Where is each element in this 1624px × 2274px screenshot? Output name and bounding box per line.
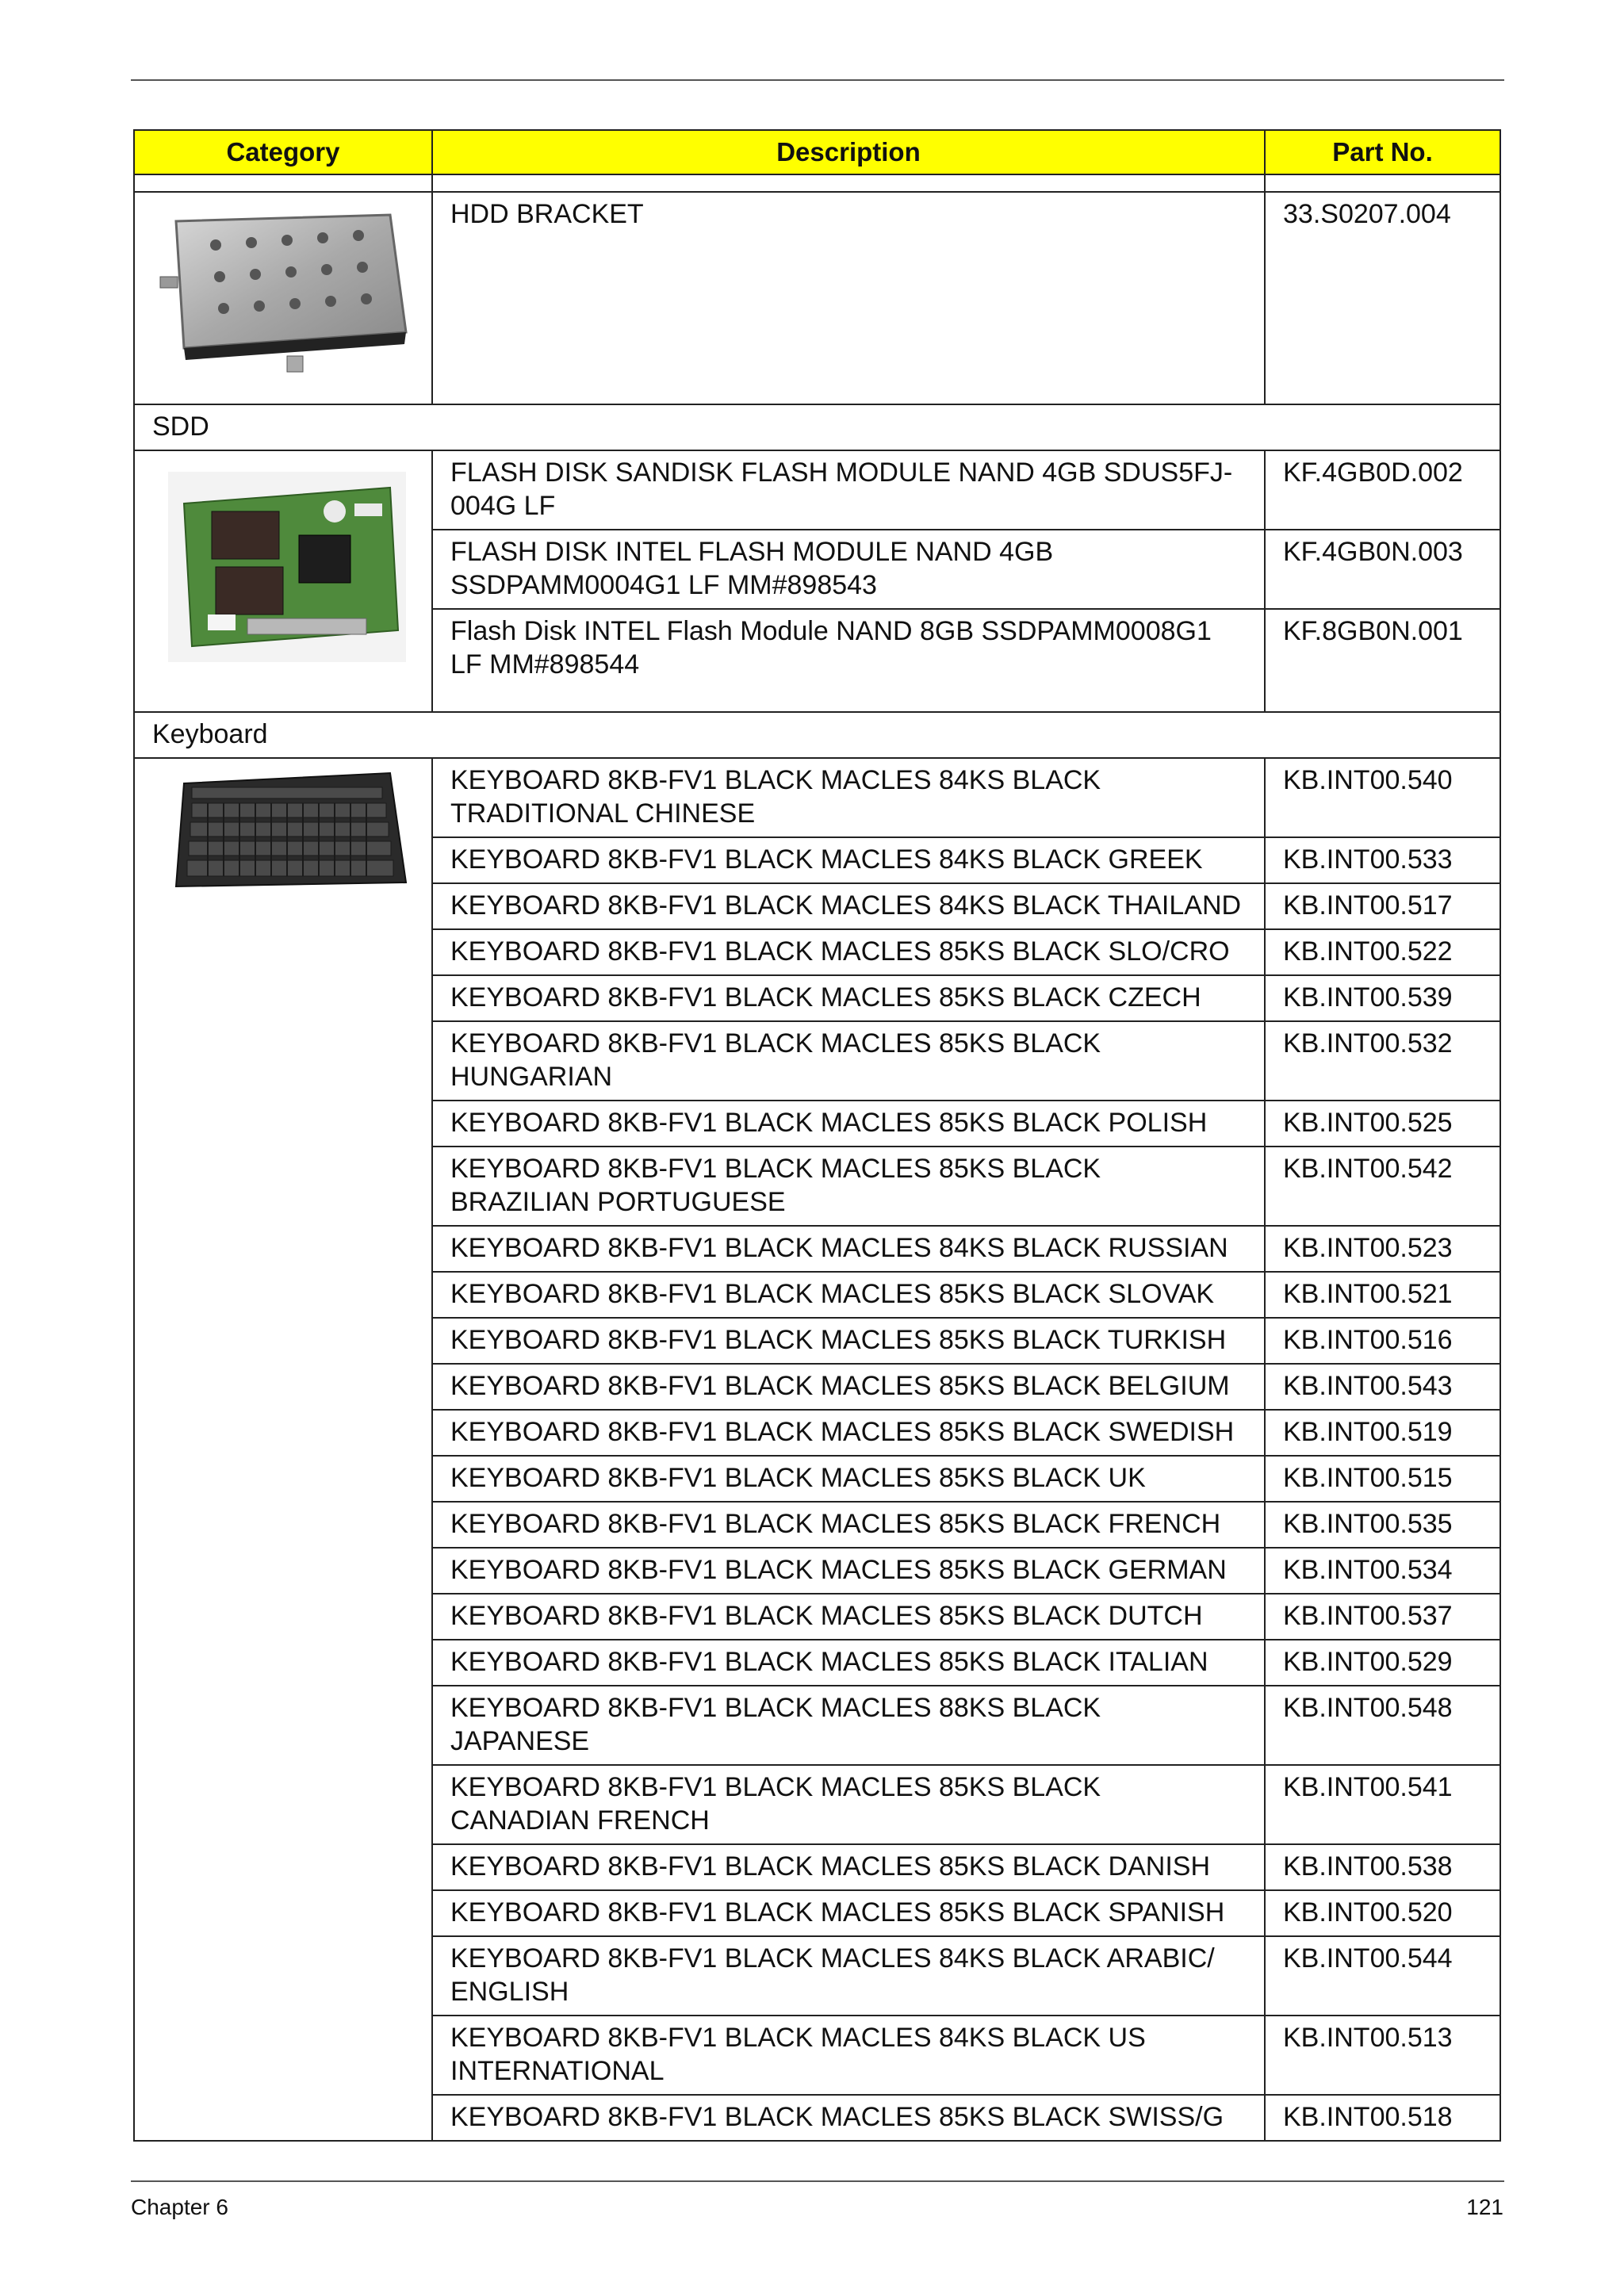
hdd-bracket-image-cell xyxy=(134,192,432,404)
row-description: KEYBOARD 8KB-FV1 BLACK MACLES 88KS BLACK JAPANESE xyxy=(432,1686,1265,1765)
row-part-no: KB.INT00.523 xyxy=(1265,1226,1500,1272)
row-part-no: 33.S0207.004 xyxy=(1265,192,1500,404)
hdd-bracket-image xyxy=(152,197,422,388)
keyboard-image-cell xyxy=(134,758,432,2141)
row-part-no: KB.INT00.539 xyxy=(1265,975,1500,1021)
row-part-no: KB.INT00.521 xyxy=(1265,1272,1500,1318)
header-spacer xyxy=(134,174,1500,192)
row-part-no: KB.INT00.544 xyxy=(1265,1936,1500,2016)
keyboard-image xyxy=(152,764,422,898)
row-part-no: KB.INT00.522 xyxy=(1265,929,1500,975)
row-part-no: KB.INT00.515 xyxy=(1265,1456,1500,1502)
top-rule xyxy=(131,79,1504,81)
row-part-no: KB.INT00.543 xyxy=(1265,1364,1500,1410)
row-description: KEYBOARD 8KB-FV1 BLACK MACLES 84KS BLACK US INTERNATIONAL xyxy=(432,2016,1265,2095)
table-row xyxy=(134,450,1500,530)
row-part-no: KB.INT00.534 xyxy=(1265,1548,1500,1594)
row-description: KEYBOARD 8KB-FV1 BLACK MACLES 85KS BLACK SWISS/G xyxy=(432,2095,1265,2141)
row-part-no: KB.INT00.535 xyxy=(1265,1502,1500,1548)
row-part-no: KB.INT00.548 xyxy=(1265,1686,1500,1765)
row-description: KEYBOARD 8KB-FV1 BLACK MACLES 85KS BLACK HUNGARIAN xyxy=(432,1021,1265,1101)
row-part-no: KB.INT00.518 xyxy=(1265,2095,1500,2141)
row-part-no: KB.INT00.520 xyxy=(1265,1890,1500,1936)
row-description: KEYBOARD 8KB-FV1 BLACK MACLES 85KS BLACK BRAZILIAN PORTUGUESE xyxy=(432,1147,1265,1226)
row-description: KEYBOARD 8KB-FV1 BLACK MACLES 85KS BLACK SWEDISH xyxy=(432,1410,1265,1456)
section-label-sdd: SDD xyxy=(134,404,1500,450)
row-description: KEYBOARD 8KB-FV1 BLACK MACLES 84KS BLACK THAILAND xyxy=(432,883,1265,929)
section-row-sdd xyxy=(134,404,1500,450)
row-description: KEYBOARD 8KB-FV1 BLACK MACLES 84KS BLACK RUSSIAN xyxy=(432,1226,1265,1272)
row-part-no: KB.INT00.542 xyxy=(1265,1147,1500,1226)
row-description: KEYBOARD 8KB-FV1 BLACK MACLES 85KS BLACK CZECH xyxy=(432,975,1265,1021)
row-description: KEYBOARD 8KB-FV1 BLACK MACLES 85KS BLACK POLISH xyxy=(432,1101,1265,1147)
footer-page-number: 121 xyxy=(1466,2195,1503,2219)
row-description: KEYBOARD 8KB-FV1 BLACK MACLES 85KS BLACK DANISH xyxy=(432,1844,1265,1890)
header-part-no: Part No. xyxy=(1265,130,1500,174)
row-description: FLASH DISK SANDISK FLASH MODULE NAND 4GB SDUS5FJ-004G LF xyxy=(432,450,1265,530)
section-label-keyboard: Keyboard xyxy=(134,712,1500,758)
row-description: HDD BRACKET xyxy=(432,192,1265,404)
row-description: FLASH DISK INTEL FLASH MODULE NAND 4GB SSDPAMM0004G1 LF MM#898543 xyxy=(432,530,1265,609)
row-part-no: KB.INT00.513 xyxy=(1265,2016,1500,2095)
row-part-no: KB.INT00.516 xyxy=(1265,1318,1500,1364)
row-description: KEYBOARD 8KB-FV1 BLACK MACLES 85KS BLACK TURKISH xyxy=(432,1318,1265,1364)
row-part-no: KF.4GB0N.003 xyxy=(1265,530,1500,609)
table-row xyxy=(134,758,1500,837)
row-part-no: KB.INT00.517 xyxy=(1265,883,1500,929)
row-part-no: KB.INT00.529 xyxy=(1265,1640,1500,1686)
row-description: KEYBOARD 8KB-FV1 BLACK MACLES 85KS BLACK GERMAN xyxy=(432,1548,1265,1594)
row-description: KEYBOARD 8KB-FV1 BLACK MACLES 85KS BLACK FRENCH xyxy=(432,1502,1265,1548)
row-part-no: KB.INT00.537 xyxy=(1265,1594,1500,1640)
row-description: KEYBOARD 8KB-FV1 BLACK MACLES 85KS BLACK CANADIAN FRENCH xyxy=(432,1765,1265,1844)
row-part-no: KB.INT00.533 xyxy=(1265,837,1500,883)
footer-chapter: Chapter 6 xyxy=(131,2195,228,2219)
row-description: KEYBOARD 8KB-FV1 BLACK MACLES 84KS BLACK TRADITIONAL CHINESE xyxy=(432,758,1265,837)
row-description: KEYBOARD 8KB-FV1 BLACK MACLES 84KS BLACK GREEK xyxy=(432,837,1265,883)
row-description: KEYBOARD 8KB-FV1 BLACK MACLES 84KS BLACK ARABIC/ ENGLISH xyxy=(432,1936,1265,2016)
row-description: KEYBOARD 8KB-FV1 BLACK MACLES 85KS BLACK SLOVAK xyxy=(432,1272,1265,1318)
table-header-row xyxy=(134,130,1500,174)
section-row-keyboard xyxy=(134,712,1500,758)
row-part-no: KF.8GB0N.001 xyxy=(1265,609,1500,712)
row-part-no: KB.INT00.538 xyxy=(1265,1844,1500,1890)
row-part-no: KB.INT00.540 xyxy=(1265,758,1500,837)
parts-table xyxy=(133,129,1501,2142)
row-description: Flash Disk INTEL Flash Module NAND 8GB SSDPAMM0008G1 LF MM#898544 xyxy=(432,609,1265,712)
row-description: KEYBOARD 8KB-FV1 BLACK MACLES 85KS BLACK ITALIAN xyxy=(432,1640,1265,1686)
flash-module-image xyxy=(152,456,422,678)
row-part-no: KB.INT00.532 xyxy=(1265,1021,1500,1101)
flash-module-image-cell xyxy=(134,450,432,712)
table-row xyxy=(134,192,1500,404)
header-description: Description xyxy=(432,130,1265,174)
row-part-no: KB.INT00.519 xyxy=(1265,1410,1500,1456)
bottom-rule xyxy=(131,2180,1504,2182)
row-description: KEYBOARD 8KB-FV1 BLACK MACLES 85KS BLACK BELGIUM xyxy=(432,1364,1265,1410)
row-part-no: KB.INT00.525 xyxy=(1265,1101,1500,1147)
row-description: KEYBOARD 8KB-FV1 BLACK MACLES 85KS BLACK DUTCH xyxy=(432,1594,1265,1640)
row-part-no: KF.4GB0D.002 xyxy=(1265,450,1500,530)
header-category: Category xyxy=(134,130,432,174)
row-description: KEYBOARD 8KB-FV1 BLACK MACLES 85KS BLACK SLO/CRO xyxy=(432,929,1265,975)
row-description: KEYBOARD 8KB-FV1 BLACK MACLES 85KS BLACK UK xyxy=(432,1456,1265,1502)
row-part-no: KB.INT00.541 xyxy=(1265,1765,1500,1844)
row-description: KEYBOARD 8KB-FV1 BLACK MACLES 85KS BLACK SPANISH xyxy=(432,1890,1265,1936)
